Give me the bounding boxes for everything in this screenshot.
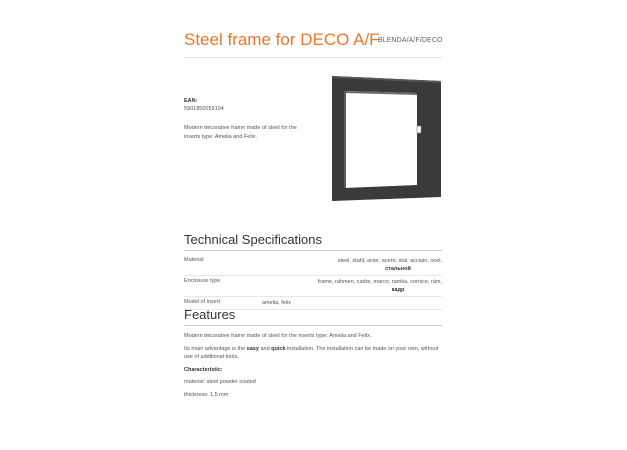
features-line-1: Modern decorative frame made of steel for the inserts type: Amelia and Felix. [184, 333, 372, 339]
specs-divider [184, 250, 442, 251]
product-code: BLENDA/A/F/DECO [378, 37, 443, 44]
spec-value-extra: кадр [391, 287, 405, 293]
table-row [184, 255, 442, 276]
title-divider [184, 57, 442, 58]
spec-value [294, 257, 442, 273]
page-title: Steel frame for DECO A/F [184, 30, 380, 49]
spec-key: Enclosure type [184, 278, 221, 284]
spec-value-text: amelia, felix [262, 300, 292, 306]
spec-value-text: frame, rahmen, cadre, marco, ramka, cornice, rám, [317, 279, 442, 285]
text-fragment: installation. The installation can be made on your own, without use of additional tools. [184, 346, 439, 360]
text-emphasis: quick [271, 346, 286, 352]
text-fragment: Its main advantage is the [184, 346, 247, 352]
table-row [184, 276, 442, 297]
features-divider [184, 325, 442, 326]
spec-value-text: steel, stahl, acier, acero, stal, acciaio, ocel, [337, 258, 442, 264]
ean-value: 5901850059104 [184, 106, 224, 112]
ean-label: EAN: [184, 98, 198, 104]
specs-table [184, 255, 442, 310]
spec-value [294, 278, 442, 294]
features-line-2 [184, 345, 442, 361]
spec-value [262, 299, 442, 307]
spec-value-extra: стальной [385, 266, 411, 272]
spec-key: Material [184, 257, 204, 263]
characteristic-label-text: Characteristic: [184, 367, 223, 373]
feature-material: material: steel powder coated [184, 379, 256, 385]
product-intro: Modern decorative frame made of steel for the inserts type: Amelia and Felix. [184, 125, 297, 140]
feature-thickness: thickness: 1,5 mm [184, 392, 229, 398]
product-image [329, 74, 443, 202]
steel-frame-image [329, 74, 443, 202]
specs-heading: Technical Specifications [184, 232, 323, 247]
text-fragment: and [258, 346, 272, 352]
features-heading: Features [184, 307, 236, 322]
text-emphasis: easy [246, 346, 259, 352]
characteristic-label [184, 366, 442, 374]
spec-key: Model of insert [184, 299, 221, 305]
